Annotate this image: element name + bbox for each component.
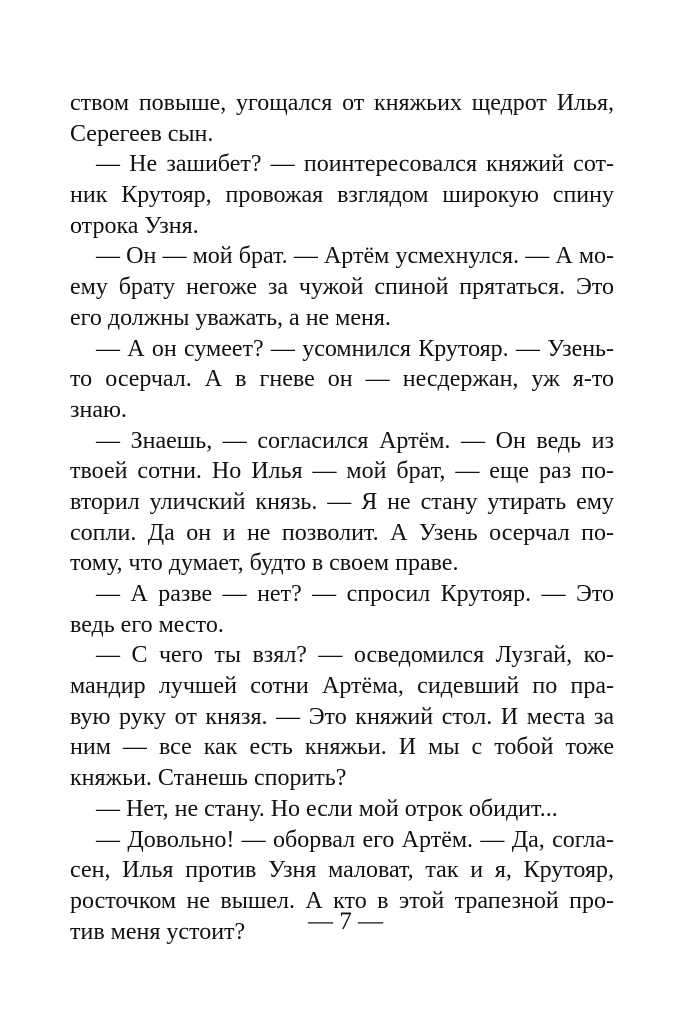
text-line: ник Крутояр, провожая взглядом широкую спину	[70, 182, 614, 209]
text-line: — С чего ты взял? — осведомился Лузгай, ко-	[96, 642, 614, 669]
text-line: — А разве — нет? — спросил Крутояр. — Это	[96, 581, 614, 607]
text-line: — Нет, не стану. Но если мой отрок обидит...	[96, 795, 558, 822]
text-line: — Он — мой брат. — Артём усмехнулся. — А мо-	[96, 243, 614, 270]
text-line: сопли. Да он и не позволит. А Узень осерчал по-	[70, 519, 614, 546]
text-line: тив меня устоит?	[70, 918, 246, 945]
text-line: его должны уважать, а не меня.	[70, 304, 391, 331]
text-line: росточком не вышел. А кто в этой трапезной про-	[70, 887, 614, 914]
text-line: — Знаешь, — согласился Артём. — Он ведь из	[96, 427, 614, 454]
text-line: — Довольно! — оборвал его Артём. — Да, согла-	[96, 826, 614, 853]
text-line: мандир лучшей сотни Артёма, сидевший по пра-	[70, 673, 614, 700]
page-number: — 7 —	[308, 908, 383, 935]
text-line: вую руку от князя. — Это княжий стол. И места за	[70, 703, 614, 730]
text-line: ему брату негоже за чужой спиной прятаться. Это	[70, 274, 614, 301]
text-line: княжьи. Станешь спорить?	[70, 765, 347, 792]
text-line: Серегеев сын.	[70, 120, 214, 147]
text-line: — Не зашибет? — поинтересовался княжий сот-	[96, 151, 614, 178]
text-line: ством повыше, угощался от княжьих щедрот Илья,	[70, 90, 614, 116]
body-text	[70, 88, 614, 947]
text-line: то осерчал. А в гневе он — несдержан, уж я-то	[70, 366, 614, 393]
text-line: ведь его место.	[70, 611, 224, 638]
text-line: тому, что думает, будто в своем праве.	[70, 550, 459, 577]
text-line: вторил уличский князь. — Я не стану утирать ему	[70, 488, 614, 515]
text-line: сен, Илья против Узня маловат, так и я, Крутояр,	[70, 857, 614, 884]
text-line: ним — все как есть княжьи. И мы с тобой тоже	[70, 734, 614, 761]
text-line: твоей сотни. Но Илья — мой брат, — еще раз по-	[70, 458, 614, 485]
text-line: — А он сумеет? — усомнился Крутояр. — Узень-	[96, 335, 614, 362]
text-line: знаю.	[70, 396, 127, 423]
text-line: отрока Узня.	[70, 212, 199, 239]
